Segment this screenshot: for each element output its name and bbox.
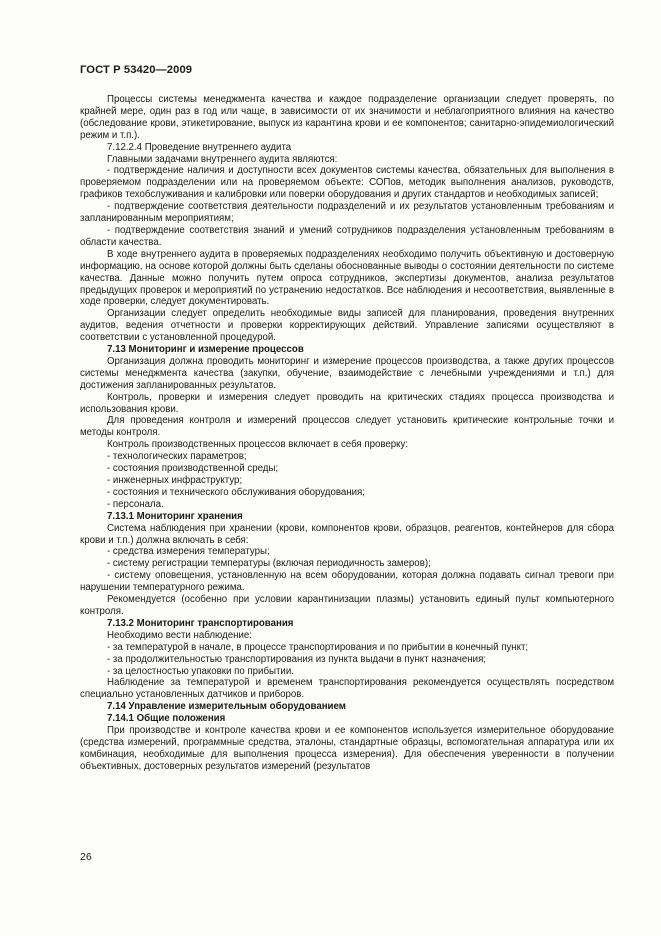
list-item: - подтверждение соответствия знаний и умений сотрудников подразделения установленным требованиям в области качества. <box>80 224 614 248</box>
paragraph: Система наблюдения при хранении (крови, компонентов крови, образцов, реагентов, контейнеров для сбора крови и т.п.) должна включать в себя: <box>80 522 614 546</box>
list-item: - состояния производственной среды; <box>107 463 279 475</box>
paragraph: Наблюдение за температурой и временем транспортирования рекомендуется осуществлять посредством специально установленных датчиков и приборов. <box>80 677 614 701</box>
section-heading: 7.12.2.4 Проведение внутреннего аудита <box>107 141 292 153</box>
list-item: - состояния и технического обслуживания оборудования; <box>107 486 365 498</box>
paragraph: Для проведения контроля и измерений процессов следует установить критические контрольные точки и методы контроля. <box>80 415 614 439</box>
section-heading: 7.13 Мониторинг и измерение процессов <box>107 344 304 356</box>
list-item: - технологических параметров; <box>107 451 247 463</box>
section-heading: 7.14 Управление измерительным оборудованием <box>107 701 346 713</box>
list-item: - за температурой в начале, в процессе транспортирования и по прибытии в конечный пункт; <box>107 641 529 653</box>
section-heading: 7.13.2 Мониторинг транспортирования <box>107 617 294 629</box>
page-number: 26 <box>80 851 92 863</box>
section-heading: 7.13.1 Мониторинг хранения <box>107 510 243 522</box>
paragraph: Организация должна проводить мониторинг и измерение процессов производства, а также других процессов системы менеджмента качества (закупки, обучение, взаимодействие с лечебными учреждениями и т.п.) для достижения запланированных результатов. <box>80 355 614 391</box>
list-item: - средства измерения температуры; <box>107 546 270 558</box>
document-header: ГОСТ Р 53420—2009 <box>80 64 193 76</box>
paragraph: Процессы системы менеджмента качества и каждое подразделение организации следует проверять, по крайней мере, один раз в год или чаще, в зависимости от их значимости и неблагоприятного влияния на качество (обследование крови, этикетирование, выпуск из карантина крови и ее компонентов; санитарно-эпидемиологический режим и т.п.). <box>80 94 614 141</box>
list-item: - систему регистрации температуры (включая периодичность замеров); <box>107 558 431 570</box>
paragraph: Организации следует определить необходимые виды записей для планирования, проведения внутренних аудитов, ведения отчетности и проверки корректирующих действий. Управление записями осуществляют в соответствии с установленной процедурой. <box>80 308 614 344</box>
paragraph: Главными задачами внутреннего аудита являются: <box>107 153 338 165</box>
paragraph: Необходимо вести наблюдение: <box>107 629 252 641</box>
list-item: - персонала. <box>107 498 164 510</box>
paragraph: Контроль, проверки и измерения следует проводить на критических стадиях процесса производства и использования крови. <box>80 391 614 415</box>
paragraph: Рекомендуется (особенно при условии карантинизации плазмы) установить единый пульт компьютерного контроля. <box>80 594 614 617</box>
list-item: - подтверждение наличия и доступности всех документов системы качества, обязательных для выполнения в проверяемом подразделении или на проверяемом объекте: СОПов, методик выполнения анализов, руководств, графиков техобслуживания и калибровки или поверки оборудования и других стандартов и необходимых записей; <box>80 165 614 201</box>
paragraph: При производстве и контроле качества крови и ее компонентов используется измерительное оборудование (средства измерений, программные средства, эталоны, стандартные образцы, вспомогательная аппаратура или их комбинация, необходимые для выполнения процесса измерения). Для обеспечения уверенности в получении объективных, достоверных результатов измерений (результатов <box>80 725 614 772</box>
paragraph: Контроль производственных процессов включает в себя проверку: <box>107 439 409 451</box>
list-item: - за продолжительностью транспортирования из пункта выдачи в пункт назначения; <box>107 653 487 665</box>
section-heading: 7.14.1 Общие положения <box>107 713 226 725</box>
list-item: - подтверждение соответствия деятельности подразделений и их результатов установленным требованиям и запланированным мероприятиям; <box>80 201 614 225</box>
list-item: - инженерных инфраструктур; <box>107 475 243 486</box>
list-item: - систему оповещения, установленную на всем оборудовании, которая должна подавать сигнал тревоги при нарушении температурного режима. <box>80 570 614 594</box>
paragraph: В ходе внутреннего аудита в проверяемых подразделениях необходимо получить объективную и достоверную информацию, на основе которой должны быть сделаны обоснованные выводы о состоянии деятельности по системе качества. Данные можно получить путем опроса сотрудников, экспертизы документов, анализа результатов предыдущих проверок и мероприятий по устранению недостатков. Все наблюдения и несоответствия, выявленные в ходе проверки, следует документировать. <box>80 248 614 308</box>
list-item: - за целостностью упаковки по прибытии. <box>107 665 294 677</box>
document-body <box>80 94 614 773</box>
